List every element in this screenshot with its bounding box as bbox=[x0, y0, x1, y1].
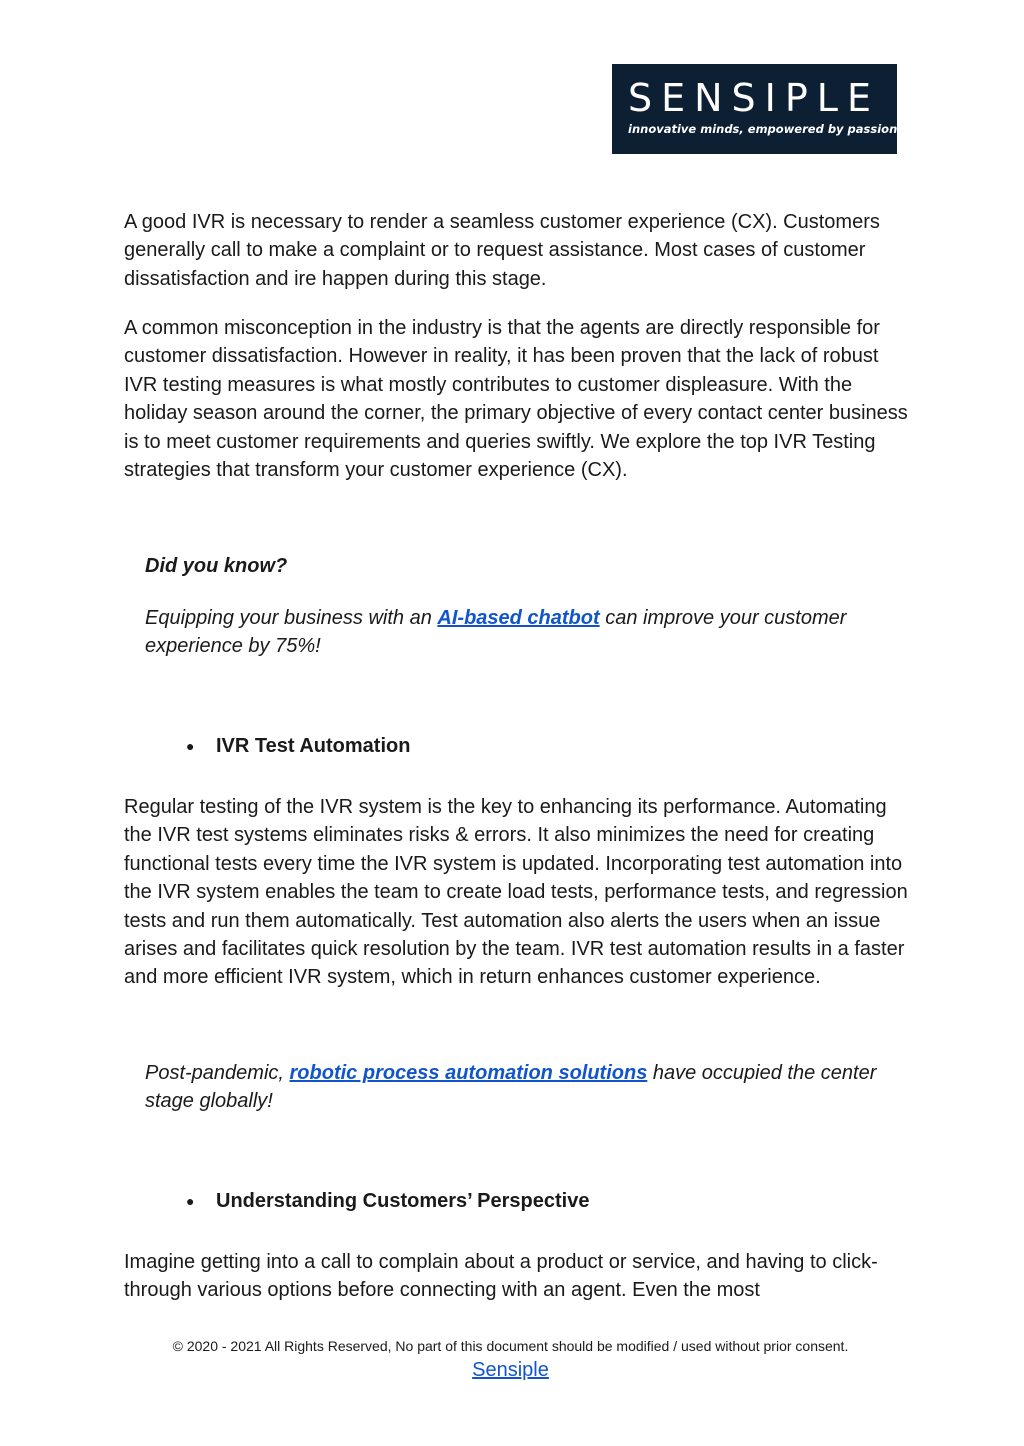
ai-chatbot-link[interactable]: AI-based chatbot bbox=[437, 607, 600, 629]
bullet-customer-perspective bbox=[186, 1187, 589, 1215]
sensiple-footer-link[interactable]: Sensiple bbox=[472, 1359, 549, 1381]
logo-tagline: innovative minds, empowered by passion bbox=[628, 122, 898, 136]
intro-paragraph: A good IVR is necessary to render a seamless customer experience (CX). Customers generally call to make a complaint or to request assistance. Most cases of customer dissatisfaction and ire happen during this stage. bbox=[124, 211, 880, 290]
imagine-paragraph: Imagine getting into a call to complain about a product or service, and having to click-through various options before connecting with an agent. Even the most bbox=[124, 1251, 878, 1302]
sensiple-logo bbox=[612, 64, 897, 154]
did-you-know-heading: Did you know? bbox=[145, 555, 288, 577]
bullet-dot-icon: ● bbox=[186, 1193, 195, 1209]
callout-text-before: Equipping your business with an bbox=[145, 607, 438, 629]
chatbot-callout bbox=[145, 604, 915, 661]
misconception-paragraph: A common misconception in the industry is that the agents are directly responsible for customer dissatisfaction. However in reality, it has been proven that the lack of robust IVR testing measures is what mostly contributes to customer displeasure. With the holiday season around the corner, the primary objective of every contact center business is to meet customer requirements and queries swiftly. We explore the top IVR Testing strategies that transform your customer experience (CX). bbox=[124, 317, 908, 482]
callout-text-after: can improve your customer experience by 75%! bbox=[145, 607, 847, 658]
rpa-callout bbox=[145, 1059, 915, 1116]
automation-paragraph: Regular testing of the IVR system is the key to enhancing its performance. Automating the IVR test systems eliminates risks & errors. It also minimizes the need for creating functional tests every time the IVR system is updated. Incorporating test automation into the IVR system enables the team to create load tests, performance tests, and regression tests and run them automatically. Test automation also alerts the users when an issue arises and facilitates quick resolution by the team. IVR test automation results in a faster and more efficient IVR system, which in return enhances customer experience. bbox=[124, 796, 908, 989]
callout-text-before: Post-pandemic, bbox=[145, 1062, 290, 1084]
rpa-solutions-link[interactable]: robotic process automation solutions bbox=[289, 1062, 648, 1084]
logo-wordmark: SENSIPLE bbox=[628, 76, 880, 120]
footer-copyright: © 2020 - 2021 All Rights Reserved, No part of this document should be modified / used without prior consent. bbox=[172, 1338, 849, 1354]
callout-text-after: have occupied the center stage globally! bbox=[145, 1062, 877, 1113]
bullet-heading: IVR Test Automation bbox=[216, 735, 411, 757]
bullet-dot-icon: ● bbox=[186, 738, 195, 754]
bullet-ivr-test-automation bbox=[186, 732, 410, 760]
footer-link-wrapper bbox=[0, 1358, 1021, 1382]
bullet-heading: Understanding Customers’ Perspective bbox=[216, 1190, 590, 1212]
